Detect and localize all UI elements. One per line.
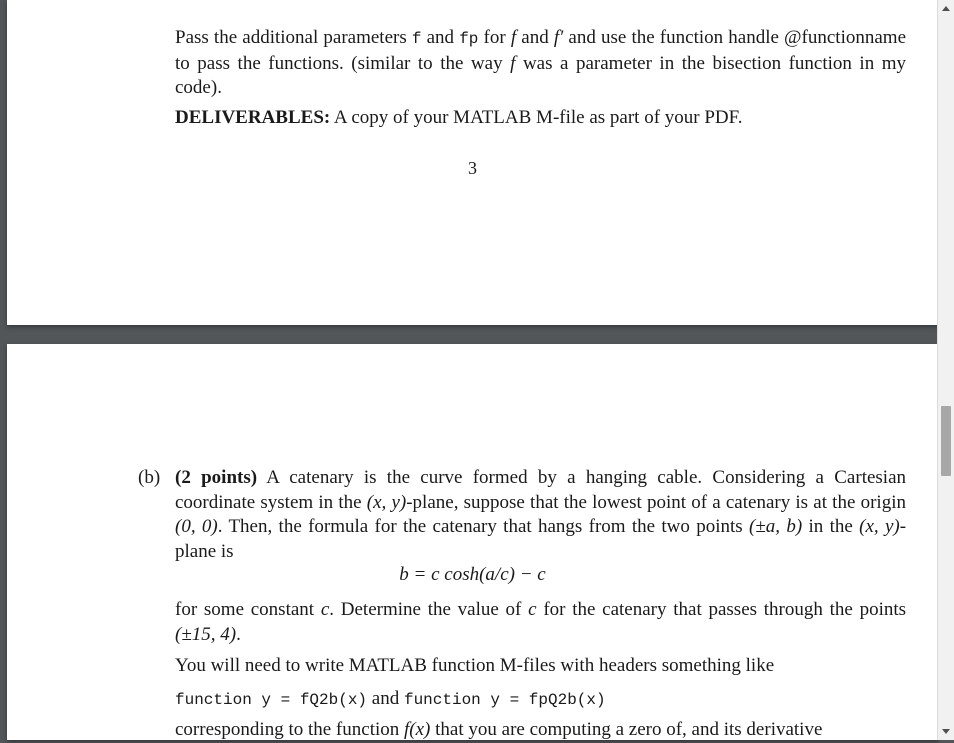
- vertical-scrollbar[interactable]: [937, 0, 954, 740]
- header-fq2b: function y = fQ2b(x): [175, 691, 368, 709]
- catenary-equation: b = c cosh(a/c) − c: [399, 564, 546, 585]
- pdf-page-4: [7, 344, 938, 740]
- scroll-down-button[interactable]: [938, 724, 954, 740]
- code-f: f: [411, 30, 422, 48]
- catenary-intro-paragraph: (2 points) A catenary is the curve formed by a hanging cable. Considering a Cartesian coordinate system in the (x, y)-plane, suppose that the lowest point of a catenary is at the origin (0, 0). Then, the formula for the catenary that hangs from the two points (±a, b) in the (x, y)-plane is: [175, 467, 907, 562]
- code-fp: fp: [459, 30, 479, 48]
- constant-paragraph: for some constant c. Determine the value of c for the catenary that passes through the points (±15, 4).: [175, 599, 907, 645]
- function-headers-line: function y = fQ2b(x) and function y = fpQ2b(x): [175, 688, 606, 709]
- scrollbar-thumb[interactable]: [941, 406, 951, 476]
- write-functions-line: You will need to write MATLAB function M-files with headers something like: [175, 655, 775, 676]
- deliverables-line: DELIVERABLES: A copy of your MATLAB M-file as part of your PDF.: [175, 107, 743, 128]
- corresponding-line: corresponding to the function f(x) that you are computing a zero of, and its derivative: [175, 719, 823, 740]
- arrow-down-icon: [942, 729, 950, 734]
- header-fpq2b: function y = fpQ2b(x): [403, 691, 606, 709]
- page-number: 3: [468, 158, 477, 178]
- pdf-page-3: [7, 0, 938, 325]
- instructions-paragraph: Pass the additional parameters f and fp for f and f′ and use the function handle @functionname to pass the functions. (similar to the way f was a parameter in the bisection function in my code).: [175, 27, 907, 98]
- scroll-up-button[interactable]: [938, 0, 954, 16]
- item-label: (b): [138, 467, 161, 488]
- arrow-up-icon: [942, 6, 950, 11]
